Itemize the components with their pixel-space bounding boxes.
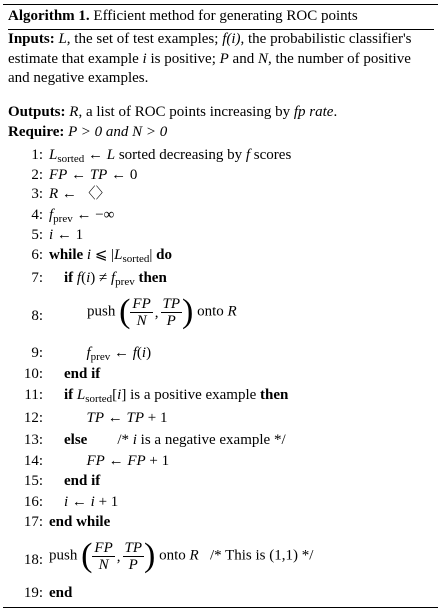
inputs-var-l: L [58, 31, 67, 47]
push-keyword: push [87, 303, 116, 320]
algorithm-name: Efficient method for generating ROC points [93, 8, 358, 24]
fraction-tuple: ( $\frac{FP}{N}$ , $\frac{TP}{P}$ ) [81, 537, 156, 574]
step-number: 16: [23, 494, 43, 510]
step-code: $f_{prev}$ ← −∞ [49, 207, 115, 225]
inputs-text: , the number of positive and negative examples. [8, 50, 411, 86]
inputs-label: Inputs: [8, 31, 55, 47]
step-number: 7: [31, 270, 43, 286]
step-number: 12: [23, 410, 43, 426]
step-number: 19: [23, 585, 43, 601]
step-code: $L_{sorted}$ ← L sorted decreasing by f scores [49, 147, 292, 165]
inputs-text: and [228, 50, 258, 67]
step-code: FP ← TP ← 0 [49, 167, 138, 183]
step-number: 17: [23, 514, 43, 530]
step-code: if $f(i) \ne f_{prev}$ then [64, 270, 167, 288]
step-number: 1: [31, 147, 43, 163]
fraction-tuple: ( $\frac{FP}{N}$ , $\frac{TP}{P}$ ) [119, 293, 194, 330]
step-number: 15: [23, 473, 43, 489]
inputs-var-p: P [219, 50, 229, 67]
step-code: else /* i is a negative example */ [64, 432, 286, 448]
step-number: 4: [31, 207, 43, 223]
outputs-text: , a list of ROC points increasing by [78, 104, 294, 120]
step-code [49, 539, 313, 573]
step-number: 11: [24, 387, 43, 403]
step-code: end if [64, 366, 101, 382]
step-number: 10: [23, 366, 43, 382]
step-number: 14: [23, 453, 43, 469]
onto-text: onto R [197, 303, 237, 320]
step-number: 5: [31, 227, 43, 243]
inputs-text: is positive; [146, 50, 220, 67]
step-code: if $L_{sorted}[i]$ is a positive example then [64, 387, 289, 405]
step-code: TP ← TP + 1 [86, 410, 168, 426]
step-code: end if [64, 473, 101, 489]
step-code: FP ← FP + 1 [86, 453, 170, 469]
push-keyword: push [49, 547, 78, 564]
step-number: 13: [23, 432, 43, 448]
step-code [49, 295, 237, 329]
require-paragraph [8, 123, 436, 143]
inputs-text: , the probabilistic classifier's estimate that example [8, 31, 412, 67]
inputs-text: , the set of test examples; [66, 31, 223, 47]
step-code: end [49, 585, 73, 601]
step-number: 3: [31, 186, 43, 202]
step-code: while i ⩽ $|L_{sorted}|$ do [49, 247, 173, 265]
outputs-paragraph [8, 103, 436, 123]
step-number: 18: [23, 552, 43, 568]
inputs-var-i: i [142, 50, 147, 67]
step-number: 8: [31, 308, 43, 324]
inputs-var-fi: f(i) [222, 31, 241, 47]
require-label: Require: [8, 124, 65, 140]
outputs-var-r: R [69, 104, 79, 120]
algorithm-title [8, 7, 434, 30]
outputs-text: . [333, 104, 338, 120]
inputs-var-n: N [257, 50, 268, 67]
step-code: R ← 〈〉 [49, 186, 111, 202]
step-number: 2: [31, 167, 43, 183]
step-code: i ← i + 1 [64, 494, 119, 510]
onto-text: onto R /* This is (1,1) */ [159, 547, 314, 564]
require-text: P > 0 and N > 0 [68, 124, 168, 140]
inputs-paragraph [8, 30, 436, 89]
step-number: 9: [31, 345, 43, 361]
outputs-fp-rate: fp rate [293, 104, 334, 120]
step-code: i ← 1 [49, 227, 84, 243]
step-number: 6: [31, 247, 43, 263]
algorithm-box [3, 4, 438, 608]
step-code: end while [49, 514, 111, 530]
outputs-label: Outputs: [8, 104, 66, 120]
step-code: $f_{prev}$ ← f(i) [86, 345, 152, 363]
algorithm-label: Algorithm 1. [8, 8, 90, 24]
